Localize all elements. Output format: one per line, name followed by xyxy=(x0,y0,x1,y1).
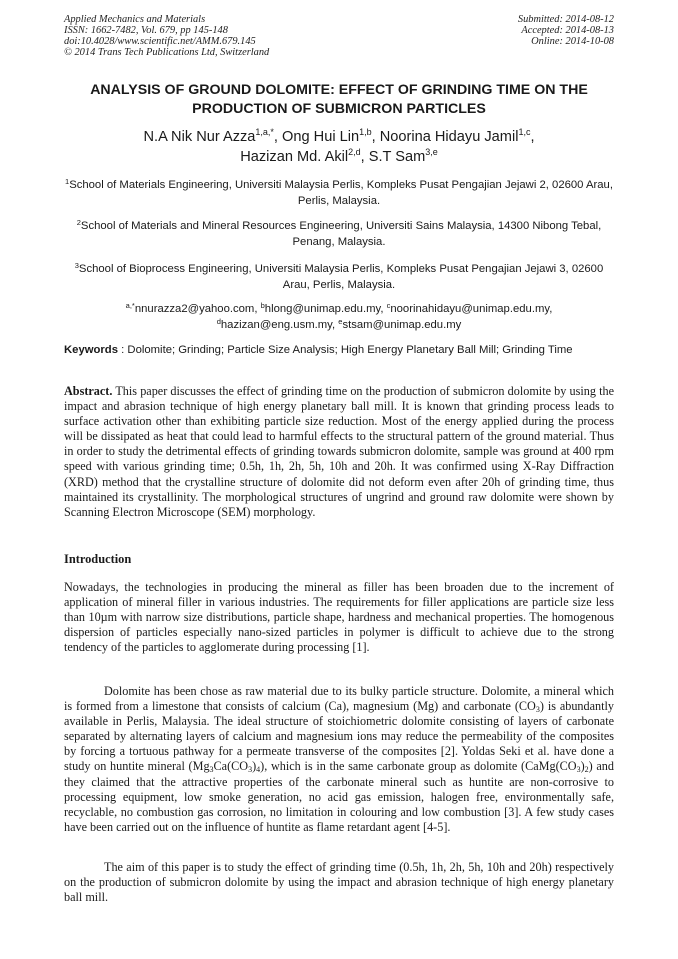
affiliation-3: $^3$School of Bioprocess Engineering, Universiti Malaysia Perlis, Kompleks Pusat Pengajian Jejawi 3, 02600 Arau, Perlis, Malaysia. xyxy=(74,261,604,291)
abstract xyxy=(64,384,614,520)
dates-header xyxy=(518,14,614,47)
intro-paragraph-3: The aim of this paper is to study the effect of grinding time (0.5h, 1h, 2h, 5h, 10h and 20h) respectively on the production of submicron dolomite by using the impact and abrasion technique of high energy planetary ball mill. xyxy=(64,860,614,905)
doi[interactable]: doi:10.4028/www.scientific.net/AMM.679.145 xyxy=(64,36,256,47)
journal-name: Applied Mechanics and Materials xyxy=(64,14,206,25)
author: S.T Sam$^{3,e}$ xyxy=(368,147,438,165)
email-link[interactable]: hlong@unimap.edu.my xyxy=(264,303,381,315)
affiliation-1: $^1$School of Materials Engineering, Universiti Malaysia Perlis, Kompleks Pusat Pengajian Jejawi 2, 02600 Arau, Perlis, Malaysia. xyxy=(65,177,613,207)
journal-header xyxy=(64,14,269,58)
email-link[interactable]: noorinahidayu@unimap.edu.my xyxy=(390,303,550,315)
abstract-label: Abstract. xyxy=(64,384,113,398)
author: N.A Nik Nur Azza$^{1,a,*}$, xyxy=(143,127,283,145)
author-list xyxy=(60,127,618,167)
author: Hazizan Md. Akil$^{2,d}$, xyxy=(240,147,369,165)
email-link[interactable]: stsam@unimap.edu.my xyxy=(342,318,462,331)
introduction-heading: Introduction xyxy=(64,552,132,566)
email-link[interactable]: nnurazza2@yahoo.com xyxy=(134,303,255,315)
author: Ong Hui Lin$^{1,b}$, xyxy=(282,127,380,145)
email-list: $^{a,*}$nnurazza2@yahoo.com, $^b$hlong@unimap.edu.my, $^c$noorinahidayu@unimap.edu.my, $^d$hazizan@eng.usm.my, $^e$stsam@unimap.edu.my xyxy=(125,301,553,331)
accepted-date: Accepted: 2014-08-13 xyxy=(521,25,614,36)
abstract-text: This paper discusses the effect of grinding time on the production of submicron dolomite by using the impact and abrasion technique of high energy planetary ball mill. It is known that grinding process leads to surface activation other than exhibiting particle size reduction. Most of the energy applied during the process will be dissipated as heat that could lead to harmful effects to the structural pattern of the ground material. Thus in order to study the detrimental effects of grinding towards submicron dolomite, sample was ground at 400 rpm speed with various grinding time; 0.5h, 1h, 2h, 5h, 10h and 20h. It was confirmed using X-Ray Diffraction (XRD) method that the crystalline structure of dolomite did not deform even after 20h of grinding time, thus maintained its crystallinity. The morphological structures of ungrind and ground raw dolomite were shown by Scanning Electron Microscope (SEM) morphology. xyxy=(64,384,614,519)
keywords-text: : Dolomite; Grinding; Particle Size Analysis; High Energy Planetary Ball Mill; Grinding Time xyxy=(121,344,573,356)
keywords xyxy=(64,343,614,359)
affiliation-2: $^2$School of Materials and Mineral Resources Engineering, Universiti Sains Malaysia, 14300 Nibong Tebal, Penang, Malaysia. xyxy=(76,218,602,248)
paper-title: ANALYSIS OF GROUND DOLOMITE: EFFECT OF GRINDING TIME ON THE PRODUCTION OF SUBMICRON PARTICLES xyxy=(90,82,588,117)
keywords-label: Keywords xyxy=(64,344,118,356)
online-date: Online: 2014-10-08 xyxy=(531,36,614,47)
copyright: © 2014 Trans Tech Publications Ltd, Switzerland xyxy=(64,47,270,58)
issn: ISSN: 1662-7482, Vol. 679, pp 145-148 xyxy=(64,25,228,36)
email-link[interactable]: hazizan@eng.usm.my xyxy=(220,318,332,331)
intro-paragraph-2: Dolomite has been chose as raw material due to its bulky particle structure. Dolomite, a mineral which is formed from a limestone that consists of calcium (Ca), magnesium (Mg) and carbonate $(CO_3)$ is abundantly available in Perlis, Malaysia. The ideal structure of stoichiometric dolomite consisting of layers of carbonate separated by alternating layers of calcium and magnesium ions may reduce the permeability of the composites by forcing a tortuous pathway for a permeate transverse of the composites [2]. Yoldas Seki et al. have done a study on huntite mineral $(Mg_3Ca(CO_3)_4)$, which is in the same carbonate group as dolomite $(CaMg(CO_3)_2)$ and they claimed that the attractive properties of the carbonate mineral such as huntite are non-corrosive to processing equipment, low smoke generation, no acid gas emission, halogen free, environmentally safe, recyclable, no combustion gas corrosion, no limitation in colouring and low combustion [3]. A few study cases have been carried out on the influence of huntite as flame retardant agent [4-5]. xyxy=(64,684,614,834)
submitted-date: Submitted: 2014-08-12 xyxy=(517,14,614,25)
author: Noorina Hidayu Jamil$^{1,c}$, xyxy=(379,127,535,145)
intro-paragraph-1: Nowadays, the technologies in producing the mineral as filler has been broaden due to the increment of application of mineral filler in various industries. The requirements for filler applications are particle size less than 10µm with narrow size distributions, particle shape, hardness and mechanical properties. The homogenous dispersion of particles especially nano-sized particles in polymer is difficult to achieve due to the strong tendency of the particles to agglomerate during processing [1]. xyxy=(64,580,614,655)
